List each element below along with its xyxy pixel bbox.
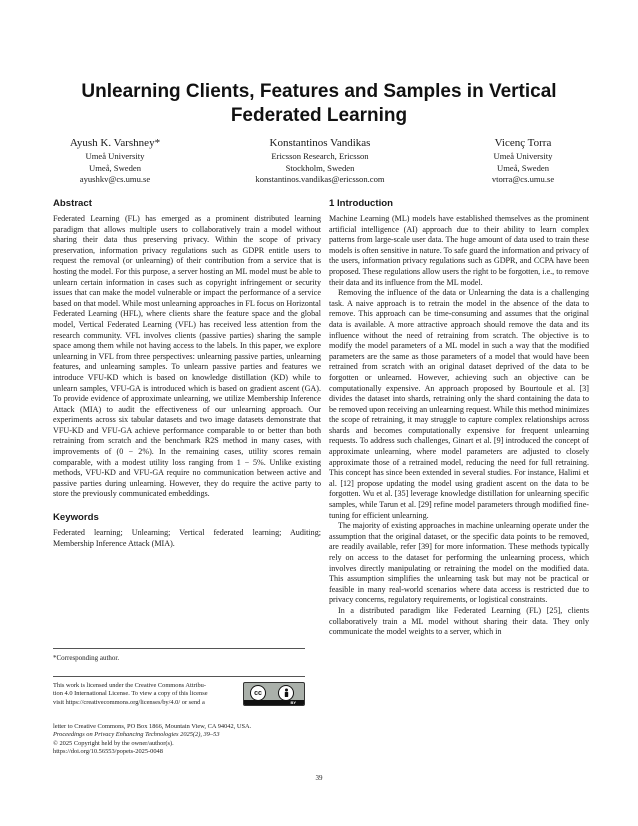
intro-paragraph: The majority of existing approaches in machine unlearning operate under the assumption that the original dataset, or the specific data points to be removed, are readily available, refer [39] for more information. These methods typically rely on access to the dataset for performing the unlearning process, which involves directly manipulating or retraining the model on the modified data. This assumption simplifies the unlearning task but may not be practical or feasible in many real-world scenarios where data access is restricted due to privacy concerns, regulatory requirements, or logistical constraints.	[329, 521, 589, 605]
license-line: tion 4.0 International License. To view a copy of this license	[53, 690, 208, 698]
license-divider	[53, 676, 305, 677]
author-location: Umeå, Sweden	[88, 162, 142, 173]
license-line: letter to Creative Commons, PO Box 1866, Mountain View, CA 94042, USA.	[53, 723, 252, 730]
license-line: This work is licensed under the Creative Commons Attribu-	[53, 682, 206, 689]
author-affiliation: Umeå University	[85, 151, 145, 161]
author-affiliation: Umeå University	[493, 151, 553, 161]
license-details	[53, 723, 305, 756]
author-affiliation: Ericsson Research, Ericsson	[271, 151, 369, 161]
author-name: Konstantinos Vandikas	[269, 137, 371, 149]
author-name: Vicenç Torra	[494, 137, 552, 149]
attribution-icon	[278, 685, 294, 701]
author-email[interactable]: vtorra@cs.umu.se	[491, 174, 555, 184]
intro-paragraph: Removing the influence of the data or Unlearning the data is a challenging task. A naive approach is to retrain the model in the absence of the data to remove. This approach can be time-consuming and assumes that the original data is available. A more attractive approach should remove the data and its influence without the need of retraining from scratch. The objective is to modify the model parameters of a ML model in such a way that the modified parameters are the same as those parameters of a model that would have been retrained from scratch with an original dataset deprived of the data to be forgotten or unlearned. However, achieving such an objective can be computationally expensive. An approach proposed by Bourtoule et al. [3] divides the dataset into shards, retraining only the shard containing the data to be removed upon receiving an unlearning request. While this method minimizes the scope of retraining, it may struggle to capture complex relationships across shards and becomes computationally expensive for frequent unlearning requests. To address such challenges, Ginart et al. [9] introduced the concept of approximate unlearning, where model parameters are adjusted to closely approximate those of a retrained model, reducing the need for full retraining. This concept has since been extended in several studies. For instance, Halimi et al. [12] propose updating the model using gradient ascent on the data to be forgotten. Wu et al. [35] leverage knowledge distillation for unlearning specific samples, while Tarun et al. [29] refine model parameters through modified fine-tuning for efficient unlearning.	[329, 288, 589, 520]
author-2	[225, 136, 415, 186]
keywords-text: Federated learning; Unlearning; Vertical federated learning; Auditing; Membership Inference Attack (MIA).	[53, 528, 321, 548]
author-3	[448, 136, 598, 186]
creative-commons-badge[interactable]	[243, 682, 305, 706]
proceedings-line: Proceedings on Privacy Enhancing Technologies 2025(2), 39–53	[53, 731, 220, 739]
author-email[interactable]: konstantinos.vandikas@ericsson.com	[255, 174, 385, 184]
footnote-divider	[53, 648, 305, 649]
abstract-text: Federated Learning (FL) has emerged as a prominent distributed learning paradigm that allows multiple users to collaboratively train a model without sharing their data thus preserving privacy. Within the scope of privacy preservation, information privacy regulations such as GDPR entitle users to request the removal (or unlearning) of their contribution from a service that is hosting the model. For this purpose, a server hosting an ML model must be able to unlearn certain information in cases such as copyright infringement or security issues that can make the model vulnerable or impact the performance of a service based on that model. While most unlearning approaches in FL focus on Horizontal Federated Learning (HFL), where clients share the feature space and the global model, Vertical Federated Learning (VFL) has received less attention from the research community. VFL involves clients (passive parties) sharing the sample space among them while not having access to the labels. In this paper, we explore unlearning in VFL from three perspectives: unlearning passive parties, unlearning features, and unlearning samples. To unlearn passive parties and features we introduce VFU-KD which is based on knowledge distillation (KD) while to unlearn samples, VFU-GA is introduced which is based on gradient ascent (GA). To provide evidence of approximate unlearning, we utilize Membership Inference Attack (MIA) to audit the effectiveness of our unlearning approach. Our experiments across six tabular datasets and two image datasets demonstrate that VFU-KD and VFU-GA achieve performance comparable to or better than both retraining from scratch and the benchmark R2S method in many cases, with improvements of (0 − 2%). In the remaining cases, utility scores remain comparable, with a modest utility loss ranging from 1 − 5%. Unlike existing methods, VFU-KD and VFU-GA require no communication between active and passive parties during unlearning. However, they do require the active party to store the previously communicated embeddings.	[53, 214, 321, 499]
copyright-line: © 2025 Copyright held by the owner/author(s).	[53, 739, 174, 747]
author-block	[40, 136, 598, 198]
right-column	[329, 198, 589, 638]
keywords-heading: Keywords	[53, 512, 99, 524]
cc-icon: cc	[250, 685, 266, 701]
intro-paragraph: Machine Learning (ML) models have established themselves as the prominent artificial intelligence (AI) approach due to their ability to learn complex patterns from large-scale user data. The huge amount of data used to train these models is often sensitive in nature. To safe guard the information and privacy of the users, information privacy regulations such as GDPR, and CCPA have been proposed. These regulations allow users the right to be forgotten, i.e., to remove their data and its influence from the ML model.	[329, 214, 589, 287]
paper-title: Unlearning Clients, Features and Samples in Vertical Federated Learning	[81, 81, 557, 126]
license-text	[53, 682, 238, 707]
page-number: 39	[315, 774, 323, 782]
author-name: Ayush K. Varshney*	[69, 137, 161, 149]
corresponding-author-footnote: *Corresponding author.	[53, 654, 120, 662]
author-1	[40, 136, 190, 186]
introduction-heading: 1 Introduction	[329, 198, 393, 209]
author-email[interactable]: ayushkv@cs.umu.se	[79, 174, 151, 184]
left-column	[53, 198, 321, 549]
abstract-heading: Abstract	[53, 198, 92, 209]
badge-by-label: BY	[290, 700, 296, 705]
intro-paragraph: In a distributed paradigm like Federated Learning (FL) [25], clients collaboratively train a ML model without sharing their data. They only communicate the model weights to a server, which in	[329, 605, 589, 637]
author-location: Stockholm, Sweden	[285, 162, 355, 173]
doi-link[interactable]: https://doi.org/10.56553/popets-2025-0048	[53, 747, 163, 755]
license-line[interactable]: visit https://creativecommons.org/licenses/by/4.0/ or send a	[53, 698, 205, 706]
author-location: Umeå, Sweden	[496, 162, 550, 173]
